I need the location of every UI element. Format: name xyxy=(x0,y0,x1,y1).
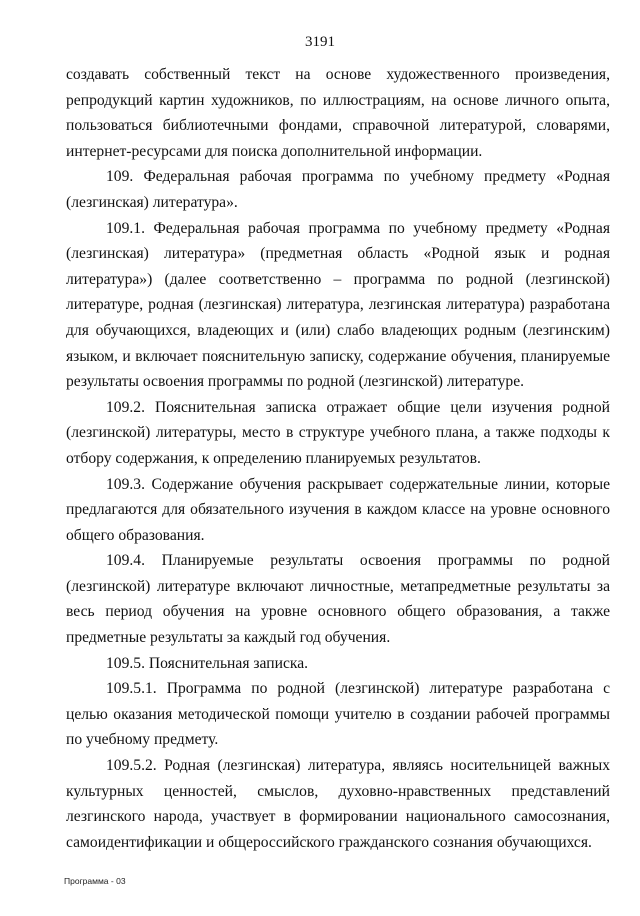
paragraph-109-4: 109.4. Планируемые результаты освоения программы по родной (лезгинской) литературе включают личностные, метапредметные результаты за весь период обучения на уровне основного общего образования, а также предметные результаты за каждый год обучения. xyxy=(66,552,610,647)
paragraph-109-5-2: 109.5.2. Родная (лезгинская) литература, являясь носительницей важных культурных ценностей, смыслов, духовно-нравственных представлений лезгинского народа, участвует в формировании национального самосознания, самоидентификации и общероссийского гражданского сознания обучающихся. xyxy=(66,757,610,851)
paragraph-109-5: 109.5. Пояснительная записка. xyxy=(106,654,309,672)
paragraph-continuation: создавать собственный текст на основе художественного произведения, репродукций картин художников, по иллюстрациям, на основе личного опыта, пользоваться библиотечными фондами, справочной литературой, словарями, интернет-ресурсами для поиска дополнительной информации. xyxy=(66,66,610,160)
paragraph-109-1: 109.1. Федеральная рабочая программа по учебному предмету «Родная (лезгинская) литература» (предметная область «Родной язык и родная литература») (далее соответственно – программа по родной (лезгинской) литературе, родная (лезгинская) литература, лезгинская литература) разработана для обучающихся, владеющих и (или) слабо владеющих родным (лезгинским) языком, и включает пояснительную записку, содержание обучения, планируемые результаты освоения программы по родной (лезгинской) литературе. xyxy=(66,219,610,391)
paragraph-109: 109. Федеральная рабочая программа по учебному предмету «Родная (лезгинская) литература». xyxy=(66,168,610,211)
footer-label: Программа - 03 xyxy=(64,876,126,886)
paragraph-109-5-1: 109.5.1. Программа по родной (лезгинской) литературе разработана с целью оказания методической помощи учителю в создании рабочей программы по учебному предмету. xyxy=(66,680,610,749)
body-text xyxy=(66,62,610,855)
paragraph-109-3: 109.3. Содержание обучения раскрывает содержательные линии, которые предлагаются для обязательного изучения в каждом классе на уровне основного общего образования. xyxy=(66,475,610,544)
paragraph-109-2: 109.2. Пояснительная записка отражает общие цели изучения родной (лезгинской) литературы, место в структуре учебного плана, а также подходы к отбору содержания, к определению планируемых результатов. xyxy=(66,398,610,467)
page-number: 3191 xyxy=(305,34,335,50)
